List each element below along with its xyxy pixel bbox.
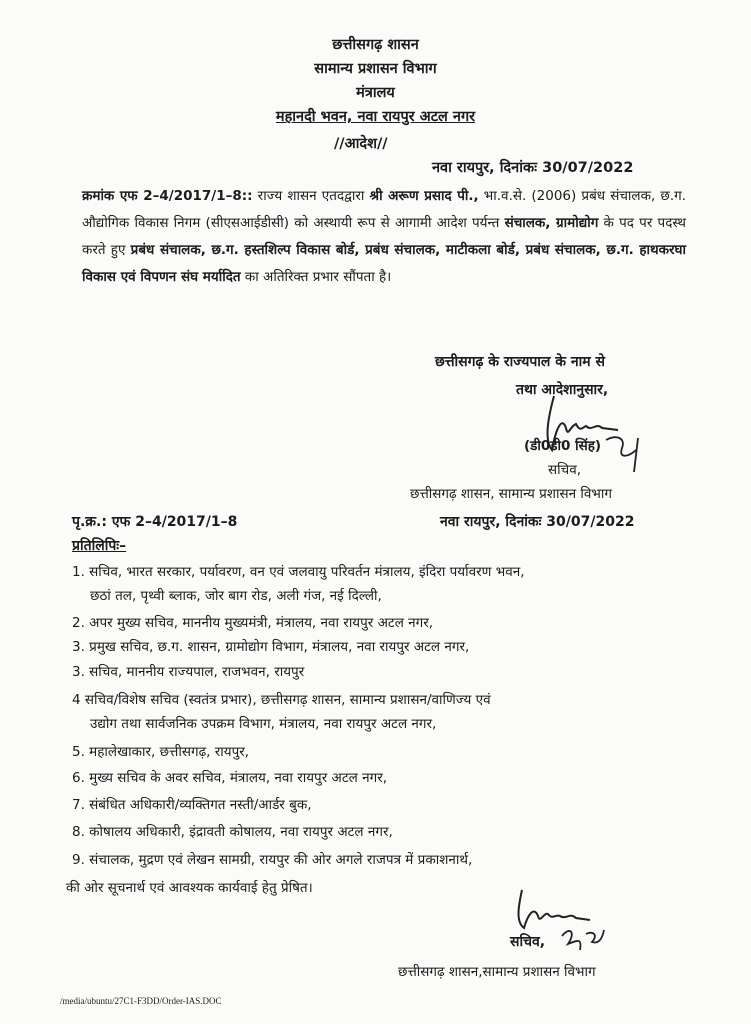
copy-line: की ओर सूचनार्थ एवं आवश्यक कार्यवाई हेतु प्रेषित। <box>66 880 313 896</box>
copy-line: छठां तल, पृथ्वी ब्लाक, जोर बाग रोड, अली गंज, नई दिल्ली, <box>90 588 382 604</box>
copy-line: 5. महालेखाकार, छत्तीसगढ़, रायपुर, <box>72 744 250 760</box>
signatory-name: (डी0डी0 सिंह) <box>524 438 602 454</box>
copy-line: उद्योग तथा सार्वजनिक उपक्रम विभाग, मंत्रालय, नवा रायपुर अटल नगर, <box>90 716 437 732</box>
header-ministry: मंत्रालय <box>356 85 395 101</box>
copy-line: 3. सचिव, माननीय राज्यपाल, राजभवन, रायपुर <box>72 664 305 680</box>
order-place-date: नवा रायपुर, दिनांकः 30/07/2022 <box>432 160 634 176</box>
by-order: तथा आदेशानुसार, <box>516 382 609 398</box>
order-paragraph <box>82 183 686 291</box>
copy-line: 2. अपर मुख्य सचिव, माननीय मुख्यमंत्री, मंत्रालय, नवा रायपुर अटल नगर, <box>72 615 434 631</box>
governor-authority: छत्तीसगढ़ के राज्यपाल के नाम से <box>435 354 605 370</box>
copy-line: 6. मुख्य सचिव के अवर सचिव, मंत्रालय, नवा रायपुर अटल नगर, <box>72 770 388 786</box>
copy-line: 9. संचालक, मुद्रण एवं लेखन सामग्री, रायपुर की ओर अगले राजपत्र में प्रकाशनार्थ, <box>72 852 473 868</box>
order-text-3: के पद पर पदस्थ करते हुए <box>82 215 686 258</box>
copy-line: 4 सचिव/विशेष सचिव (स्वतंत्र प्रभार), छत्तीसगढ़ शासन, सामान्य प्रशासन/वाणिज्य एवं <box>72 692 491 708</box>
signatory-2-dept: छत्तीसगढ़ शासन,सामान्य प्रशासन विभाग <box>398 964 596 980</box>
copy-line: 8. कोषालय अधिकारी, इंद्रावती कोषालय, नवा रायपुर अटल नगर, <box>72 824 393 840</box>
signature-1-image <box>526 388 666 478</box>
signatory-dept: छत्तीसगढ़ शासन, सामान्य प्रशासन विभाग <box>410 486 612 502</box>
signature-2-date-scrawl <box>558 922 608 956</box>
order-text-2: भा.व.से. (2006) प्रबंध संचालक, छ.ग. औद्योगिक विकास निगम (सीएसआईडीसी) को अस्थायी रूप से आगामी आदेश पर्यन्त <box>82 188 687 231</box>
header-address: महानदी भवन, नवा रायपुर अटल नगर <box>275 109 476 125</box>
endorsement-place-date: नवा रायपुर, दिनांकः 30/07/2022 <box>440 514 635 530</box>
posting: संचालक, ग्रामोद्योग <box>504 215 599 231</box>
additional-charge: प्रबंध संचालक, छ.ग. हस्तशिल्प विकास बोर्ड, प्रबंध संचालक, माटीकला बोर्ड, प्रबंध संचालक, छ.ग. हाथकरघा विकास एवं विपणन संघ मर्यादित <box>82 242 686 285</box>
document-path: /media/ubuntu/27C1-F3DD/Order-IAS.DOC <box>60 996 222 1006</box>
header-govt: छत्तीसगढ़ शासन <box>332 37 419 53</box>
signatory-2-designation: सचिव, <box>510 934 546 950</box>
order-text-4: का अतिरिक्त प्रभार सौंपता है। <box>240 269 392 285</box>
header-dept: सामान्य प्रशासन विभाग <box>314 61 437 77</box>
signatory-designation: सचिव, <box>548 462 581 478</box>
copy-to-label: प्रतिलिपिः– <box>72 538 127 554</box>
copy-line: 7. संबंधित अधिकारी/व्यक्तिगत नस्ती/आर्डर बुक, <box>72 797 312 813</box>
officer-name: श्री अरूण प्रसाद पी., <box>369 188 479 204</box>
order-text-1: राज्य शासन एतदद्वारा <box>252 188 370 204</box>
order-number: क्रमांक एफ 2–4/2017/1–8:: <box>82 188 253 204</box>
copy-line: 1. सचिव, भारत सरकार, पर्यावरण, वन एवं जलवायु परिवर्तन मंत्रालय, इंदिरा पर्यावरण भवन, <box>72 564 525 580</box>
copy-line: 3. प्रमुख सचिव, छ.ग. शासन, ग्रामोद्योग विभाग, मंत्रालय, नवा रायपुर अटल नगर, <box>72 639 470 655</box>
order-title: //आदेश// <box>334 136 388 152</box>
endorsement-number: पृ.क्र.: एफ 2–4/2017/1–8 <box>72 514 238 530</box>
